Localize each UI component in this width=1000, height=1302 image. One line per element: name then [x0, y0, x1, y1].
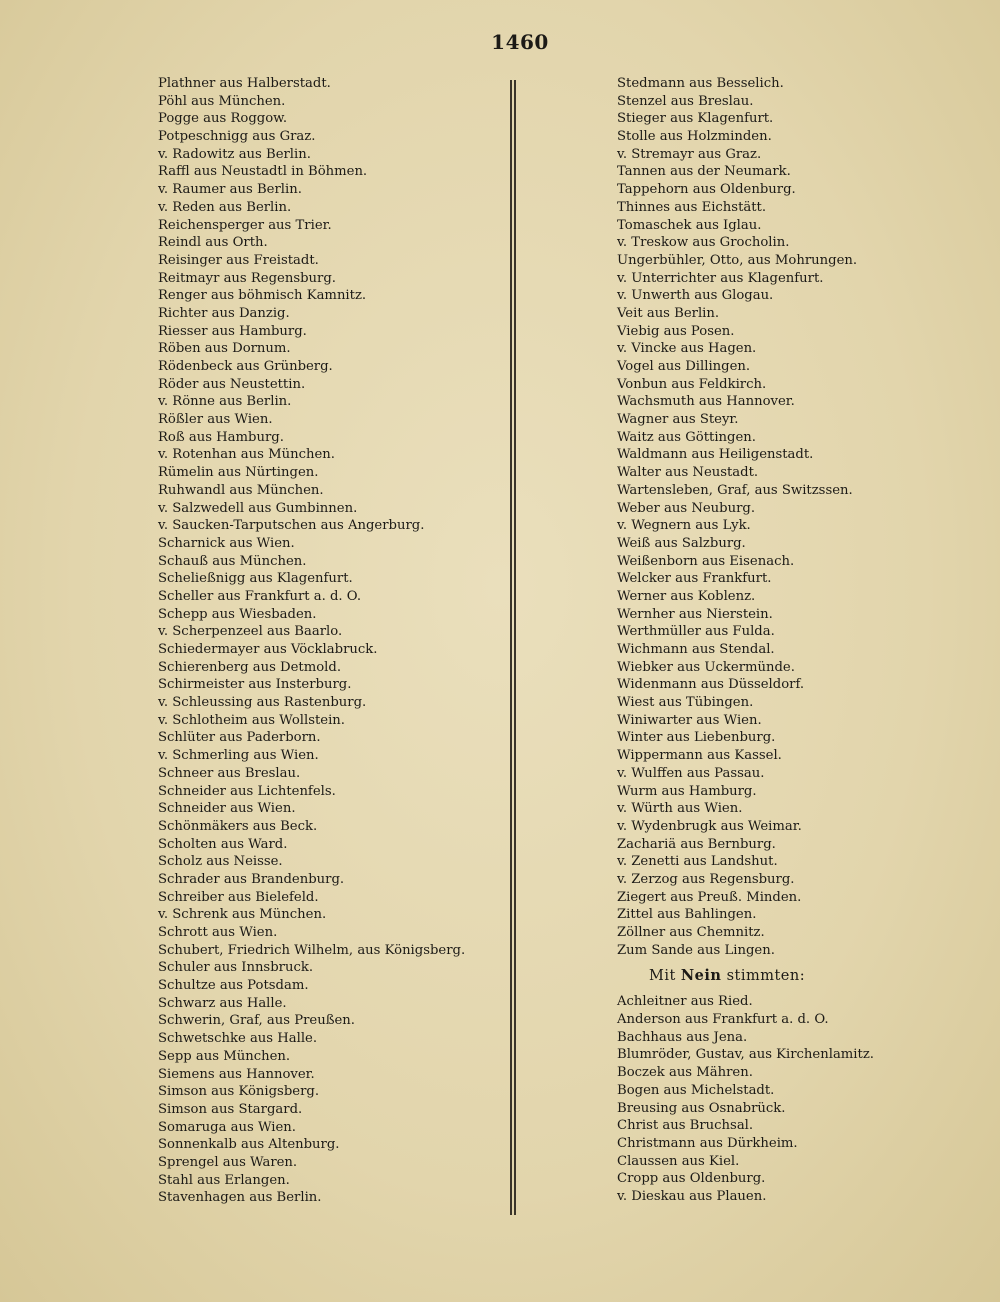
name-entry: Pöhl aus München. [158, 93, 286, 109]
name-entry: Schwetschke aus Halle. [158, 1031, 318, 1047]
name-entry: Schwerin, Graf, aus Preußen. [158, 1013, 355, 1029]
name-entry: v. Zerzog aus Regensburg. [617, 871, 795, 887]
name-entry: Vogel aus Dillingen. [617, 359, 751, 374]
name-entry: Veit aus Berlin. [617, 305, 720, 321]
name-entry: Wartensleben, Graf, aus Switzssen. [617, 482, 853, 498]
name-entry: Schubert, Friedrich Wilhelm, aus Königsberg. [158, 942, 466, 958]
name-entry: Waitz aus Göttingen. [617, 429, 756, 445]
name-entry: Wernher aus Nierstein. [617, 606, 773, 622]
name-entry: Reitmayr aus Regensburg. [158, 270, 336, 286]
name-entry: Weiß aus Salzburg. [617, 535, 746, 551]
name-entry: v. Saucken-Tarputschen aus Angerburg. [158, 518, 425, 534]
name-entry: Tannen aus der Neumark. [617, 164, 791, 180]
name-entry: Bachhaus aus Jena. [617, 1029, 748, 1045]
name-entry: Breusing aus Osnabrück. [617, 1100, 786, 1116]
right-column [617, 75, 987, 1206]
name-entry: Schuler aus Innsbruck. [158, 960, 314, 976]
name-entry: Rödenbeck aus Grünberg. [158, 359, 333, 374]
name-entry: Wagner aus Steyr. [617, 412, 739, 428]
name-entry: Schwarz aus Halle. [158, 995, 287, 1011]
name-entry: Achleitner aus Ried. [617, 994, 753, 1010]
name-entry: Stahl aus Erlangen. [158, 1172, 290, 1188]
name-entry: v. Wegnern aus Lyk. [617, 518, 751, 534]
name-entry: Winter aus Liebenburg. [617, 730, 776, 746]
name-entry: Wichmann aus Stendal. [617, 642, 775, 657]
name-entry: Somaruga aus Wien. [158, 1119, 296, 1135]
name-entry: Weber aus Neuburg. [617, 500, 756, 516]
name-entry: v. Vincke aus Hagen. [617, 341, 757, 357]
name-entry: Wippermann aus Kassel. [617, 748, 782, 764]
name-entry: v. Radowitz aus Berlin. [158, 146, 311, 162]
name-entry: Schneider aus Lichtenfels. [158, 783, 336, 799]
name-entry: Schultze aus Potsdam. [158, 978, 309, 994]
name-entry: Pogge aus Roggow. [158, 111, 288, 127]
name-entry: Schneider aus Wien. [158, 801, 296, 817]
name-entry: Potpeschnigg aus Graz. [158, 129, 316, 145]
name-entry: v. Rönne aus Berlin. [158, 394, 292, 410]
name-entry: Bogen aus Michelstadt. [617, 1082, 775, 1098]
name-entry: Wachsmuth aus Hannover. [617, 394, 795, 410]
page-number: 1460 [491, 30, 549, 54]
name-entry: Reindl aus Orth. [158, 235, 268, 251]
name-entry: Weißenborn aus Eisenach. [617, 553, 795, 569]
name-entry: Siemens aus Hannover. [158, 1066, 315, 1082]
section-heading-suffix: stimmten: [726, 968, 806, 985]
name-entry: Stenzel aus Breslau. [617, 93, 754, 109]
name-entry: Tappehorn aus Oldenburg. [617, 182, 796, 198]
name-entry: Scheller aus Frankfurt a. d. O. [158, 588, 362, 604]
name-entry: Welcker aus Frankfurt. [617, 571, 772, 587]
name-entry: Winiwarter aus Wien. [617, 712, 762, 728]
name-entry: v. Treskow aus Grocholin. [617, 235, 790, 251]
name-entry: Simson aus Stargard. [158, 1101, 303, 1117]
name-entry: Vonbun aus Feldkirch. [617, 376, 767, 392]
name-entry: Christmann aus Dürkheim. [617, 1135, 798, 1151]
name-entry: Reisinger aus Freistadt. [158, 252, 319, 268]
section-heading-bold: Nein [680, 967, 722, 985]
name-entry: Schrader aus Brandenburg. [158, 871, 345, 887]
name-entry: Schauß aus München. [158, 553, 307, 569]
name-entry: v. Salzwedell aus Gumbinnen. [158, 500, 358, 516]
name-entry: Schiedermayer aus Vöcklabruck. [158, 642, 378, 657]
name-entry: v. Dieskau aus Plauen. [617, 1188, 767, 1204]
name-entry: Claussen aus Kiel. [617, 1153, 740, 1169]
name-entry: Rümelin aus Nürtingen. [158, 465, 319, 481]
name-entry: v. Würth aus Wien. [617, 801, 743, 817]
name-entry: Richter aus Danzig. [158, 305, 290, 321]
name-entry: Schirmeister aus Insterburg. [158, 677, 352, 693]
name-entry: Thinnes aus Eichstätt. [617, 199, 767, 215]
name-entry: Röben aus Dornum. [158, 341, 291, 357]
name-entry: Scharnick aus Wien. [158, 535, 295, 551]
name-entry: v. Reden aus Berlin. [158, 199, 292, 215]
name-entry: Renger aus böhmisch Kamnitz. [158, 288, 367, 304]
name-entry: Stieger aus Klagenfurt. [617, 111, 774, 127]
name-entry: v. Schleussing aus Rastenburg. [158, 695, 367, 711]
name-entry: Schrott aus Wien. [158, 925, 278, 940]
name-entry: Christ aus Bruchsal. [617, 1118, 754, 1134]
name-entry: Viebig aus Posen. [617, 323, 735, 339]
name-entry: Sonnenkalb aus Altenburg. [158, 1137, 340, 1153]
name-entry: Stavenhagen aus Berlin. [158, 1190, 322, 1206]
name-entry: Rößler aus Wien. [158, 412, 273, 428]
name-entry: v. Schmerling aus Wien. [158, 748, 319, 764]
column-divider-right [514, 80, 516, 1215]
name-entry: Schönmäkers aus Beck. [158, 818, 318, 834]
name-entry: Anderson aus Frankfurt a. d. O. [617, 1012, 829, 1028]
name-entry: Zachariä aus Bernburg. [617, 836, 776, 852]
name-entry: Ruhwandl aus München. [158, 482, 324, 498]
name-entry: Wiebker aus Uckermünde. [617, 659, 795, 675]
left-column-list [158, 75, 513, 1207]
name-entry: Schepp aus Wiesbaden. [158, 606, 317, 622]
name-entry: Zittel aus Bahlingen. [617, 907, 757, 923]
name-entry: Werthmüller aus Fulda. [617, 624, 775, 640]
name-entry: Ungerbühler, Otto, aus Mohrungen. [617, 252, 858, 268]
right-column-list-yes [617, 75, 987, 959]
name-entry: Wiest aus Tübingen. [617, 695, 754, 711]
name-entry: Boczek aus Mähren. [617, 1065, 753, 1081]
name-entry: Reichensperger aus Trier. [158, 217, 332, 233]
name-entry: Röder aus Neustettin. [158, 376, 306, 392]
name-entry: v. Rotenhan aus München. [158, 447, 335, 463]
name-entry: Schlüter aus Paderborn. [158, 730, 321, 746]
name-entry: Raffl aus Neustadtl in Böhmen. [158, 164, 368, 180]
name-entry: Schreiber aus Bielefeld. [158, 889, 319, 905]
name-entry: v. Raumer aus Berlin. [158, 182, 302, 198]
name-entry: Werner aus Koblenz. [617, 588, 756, 604]
name-entry: Schneer aus Breslau. [158, 765, 301, 781]
name-entry: v. Scherpenzeel aus Baarlo. [158, 624, 343, 640]
name-entry: Stedmann aus Besselich. [617, 76, 784, 91]
name-entry: Blumröder, Gustav, aus Kirchenlamitz. [617, 1047, 874, 1063]
name-entry: Scheließnigg aus Klagenfurt. [158, 571, 353, 587]
name-entry: Sepp aus München. [158, 1048, 291, 1064]
name-entry: Riesser aus Hamburg. [158, 323, 307, 339]
section-heading-no-votes [617, 959, 987, 993]
name-entry: Zum Sande aus Lingen. [617, 942, 775, 958]
name-entry: v. Schrenk aus München. [158, 907, 327, 923]
name-entry: v. Stremayr aus Graz. [617, 146, 762, 162]
name-entry: Scholten aus Ward. [158, 836, 288, 852]
name-entry: Waldmann aus Heiligenstadt. [617, 447, 814, 463]
name-entry: Roß aus Hamburg. [158, 429, 284, 445]
name-entry: Zöllner aus Chemnitz. [617, 925, 765, 940]
name-entry: Ziegert aus Preuß. Minden. [617, 889, 802, 905]
name-entry: Cropp aus Oldenburg. [617, 1171, 766, 1187]
name-entry: Schierenberg aus Detmold. [158, 659, 342, 675]
name-entry: Scholz aus Neisse. [158, 854, 283, 870]
name-entry: Widenmann aus Düsseldorf. [617, 677, 805, 693]
name-entry: Wurm aus Hamburg. [617, 783, 757, 799]
name-entry: Stolle aus Holzminden. [617, 129, 772, 145]
right-column-list-no [617, 993, 987, 1205]
name-entry: Sprengel aus Waren. [158, 1154, 298, 1170]
name-entry: v. Schlotheim aus Wollstein. [158, 712, 345, 728]
name-entry: Plathner aus Halberstadt. [158, 76, 331, 91]
name-entry: v. Wulffen aus Passau. [617, 765, 765, 781]
name-entry: Walter aus Neustadt. [617, 465, 759, 481]
name-entry: v. Wydenbrugk aus Weimar. [617, 818, 802, 834]
name-entry: Tomaschek aus Iglau. [617, 217, 762, 233]
name-entry: v. Unwerth aus Glogau. [617, 288, 774, 304]
name-entry: Simson aus Königsberg. [158, 1084, 320, 1100]
section-heading-prefix: Mit [649, 968, 676, 985]
name-entry: v. Unterrichter aus Klagenfurt. [617, 270, 824, 286]
name-entry: v. Zenetti aus Landshut. [617, 854, 778, 870]
